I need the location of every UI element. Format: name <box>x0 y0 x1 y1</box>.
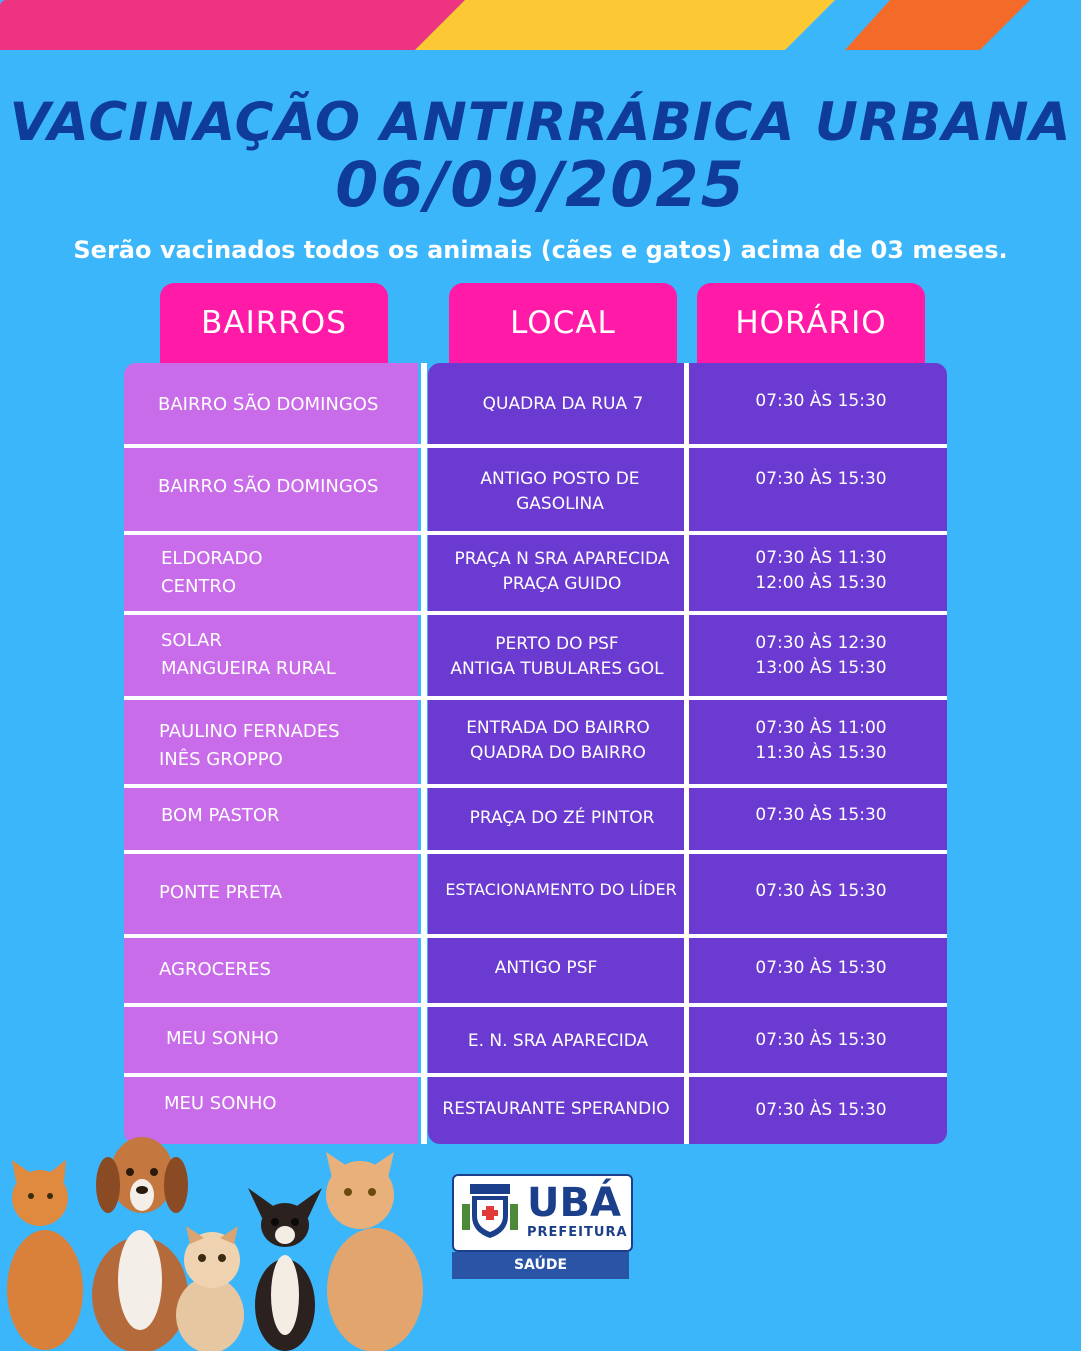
table-cell-bairro: PONTE PRETA <box>159 882 283 903</box>
pets-illustration <box>0 1130 440 1351</box>
header-local: LOCAL <box>449 283 677 363</box>
table-cell-local: ENTRADA DO BAIRRO QUADRA DO BAIRRO <box>466 718 650 763</box>
row-divider <box>124 611 947 615</box>
table-cell-bairro: SOLAR MANGUEIRA RURAL <box>161 630 336 679</box>
table-cell-horario: 07:30 ÀS 11:00 11:30 ÀS 15:30 <box>755 718 887 763</box>
table-cell-local: ESTACIONAMENTO DO LÍDER <box>445 880 677 899</box>
department-label: SAÚDE <box>452 1252 629 1279</box>
poster-title: VACINAÇÃO ANTIRRÁBICA URBANA <box>9 92 1072 153</box>
row-divider <box>124 696 947 700</box>
table-cell-local: PRAÇA N SRA APARECIDA PRAÇA GUIDO <box>454 549 670 594</box>
table-cell-bairro: AGROCERES <box>159 959 271 980</box>
row-divider <box>124 784 947 788</box>
row-divider <box>124 850 947 854</box>
table-cell-bairro: MEU SONHO <box>164 1093 277 1114</box>
table-cell-local: ANTIGO PSF <box>494 958 598 978</box>
table-cell-horario: 07:30 ÀS 15:30 <box>755 1100 887 1120</box>
logo-subname: PREFEITURA <box>527 1225 628 1240</box>
table-cell-horario: 07:30 ÀS 15:30 <box>755 391 887 411</box>
table-cell-horario: 07:30 ÀS 15:30 <box>755 469 887 489</box>
table-cell-local: QUADRA DA RUA 7 <box>482 394 644 414</box>
table-cell-local: PERTO DO PSF ANTIGA TUBULARES GOL <box>450 634 664 679</box>
table-cell-bairro: PAULINO FERNADES INÊS GROPPO <box>159 721 340 770</box>
poster-date: 06/09/2025 <box>335 148 746 221</box>
poster-subtitle: Serão vacinados todos os animais (cães e gatos) acima de 03 meses. <box>73 236 1008 264</box>
table-cell-local: PRAÇA DO ZÉ PINTOR <box>469 808 655 828</box>
cat-left-icon <box>7 1160 83 1350</box>
row-divider <box>124 531 947 535</box>
header-bairros: BAIRROS <box>160 283 388 363</box>
header-horario: HORÁRIO <box>697 283 925 363</box>
table-cell-horario: 07:30 ÀS 15:30 <box>755 1030 887 1050</box>
table-cell-bairro: BAIRRO SÃO DOMINGOS <box>158 394 379 415</box>
table-cell-local: RESTAURANTE SPERANDIO <box>442 1099 670 1119</box>
table-cell-horario: 07:30 ÀS 15:30 <box>755 958 887 978</box>
table-cell-horario: 07:30 ÀS 15:30 <box>755 881 887 901</box>
logo-name: UBÁ <box>527 1180 621 1226</box>
table-cell-bairro: ELDORADO CENTRO <box>161 548 263 597</box>
kitten-icon <box>176 1226 244 1351</box>
table-cell-horario: 07:30 ÀS 11:30 12:00 ÀS 15:30 <box>755 548 887 593</box>
column-divider <box>421 363 427 1144</box>
table-cell-horario: 07:30 ÀS 12:30 13:00 ÀS 15:30 <box>755 633 887 678</box>
row-divider <box>124 444 947 448</box>
row-divider <box>124 934 947 938</box>
coat-of-arms-icon <box>460 1182 520 1246</box>
row-divider <box>124 1003 947 1007</box>
table-cell-bairro: MEU SONHO <box>166 1028 279 1049</box>
table-cell-bairro: BOM PASTOR <box>161 805 280 826</box>
dog-icon <box>92 1137 188 1351</box>
table-cell-local: E. N. SRA APARECIDA <box>467 1031 649 1051</box>
cat-right-icon <box>326 1152 423 1351</box>
table-cell-horario: 07:30 ÀS 15:30 <box>755 805 887 825</box>
chihuahua-icon <box>248 1188 322 1351</box>
row-divider <box>124 1073 947 1077</box>
table-cell-local: ANTIGO POSTO DE GASOLINA <box>480 469 640 514</box>
table-cell-bairro: BAIRRO SÃO DOMINGOS <box>158 476 379 497</box>
